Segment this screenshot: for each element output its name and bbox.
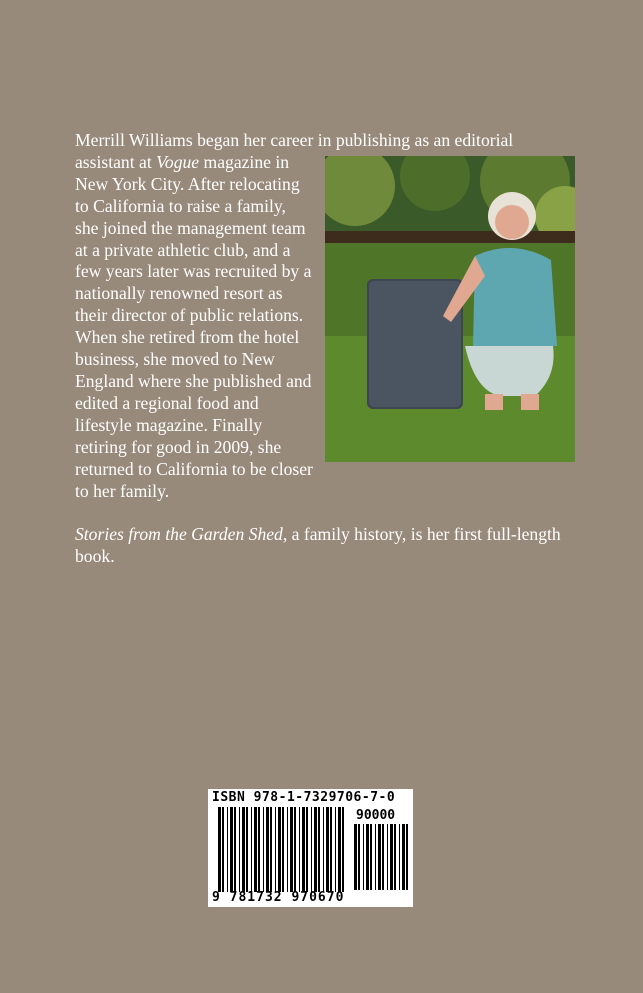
barcode-bar <box>290 807 293 892</box>
barcode-bar <box>275 807 276 892</box>
barcode-bar <box>234 807 236 892</box>
ean-digits: 9 781732 970670 <box>212 890 345 905</box>
barcode-bar <box>342 807 344 892</box>
isbn-label: ISBN 978-1-7329706-7-0 <box>212 790 396 805</box>
barcode-bar <box>287 807 288 892</box>
barcode-bar <box>299 807 300 892</box>
barcode-bar <box>306 807 308 892</box>
barcode-bar <box>387 824 388 890</box>
barcode-bar <box>270 807 272 892</box>
barcode-bar <box>378 824 381 890</box>
isbn-barcode <box>208 789 413 907</box>
ean-barcode-bars <box>218 807 346 892</box>
barcode-bar <box>278 807 281 892</box>
barcode-bar <box>370 824 372 890</box>
author-photo-image <box>325 156 575 462</box>
barcode-bar <box>314 807 317 892</box>
barcode-bar <box>218 807 221 892</box>
price-code: 90000 <box>356 808 396 823</box>
book-title: Stories from the Garden Shed, <box>75 524 288 545</box>
barcode-bar <box>366 824 369 890</box>
bio-vogue: Vogue <box>156 151 200 172</box>
bio-text-rest: magazine in New York City. After relocating to California to raise a family, she joined the management team at a private athletic club, and a few years later was recruited by a nationally renowned resort as their director of public relations. When she retired from the hotel business, she moved to New England where she published and edited a regional food and lifestyle magazine. Finally retiring for good in 2009, she returned to California to be closer to her family. <box>75 151 313 501</box>
barcode-bar <box>311 807 312 892</box>
barcode-bar <box>394 824 396 890</box>
barcode-bar <box>251 807 252 892</box>
barcode-bar <box>222 807 224 892</box>
barcode-bar <box>266 807 269 892</box>
bio-paragraph-1 <box>75 130 575 502</box>
barcode-bar <box>242 807 245 892</box>
barcode-bar <box>354 824 357 890</box>
barcode-bar <box>294 807 296 892</box>
barcode-bar <box>239 807 240 892</box>
barcode-bar <box>382 824 384 890</box>
bio-paragraph-2 <box>75 524 575 568</box>
barcode-bar <box>258 807 260 892</box>
barcode-bar <box>338 807 341 892</box>
barcode-bar <box>230 807 233 892</box>
barcode-bar <box>358 824 360 890</box>
barcode-bar <box>263 807 264 892</box>
author-bio <box>75 130 575 568</box>
bio-text-start: Merrill Williams began her career in publishing as an editorial assistant at <box>75 130 514 172</box>
barcode-bar <box>254 807 257 892</box>
barcode-bar <box>227 807 228 892</box>
price-barcode-bars <box>354 824 409 890</box>
barcode-bar <box>330 807 332 892</box>
barcode-bar <box>318 807 320 892</box>
barcode-bar <box>282 807 284 892</box>
barcode-bar <box>363 824 364 890</box>
author-photo <box>325 156 575 462</box>
barcode-bar <box>335 807 336 892</box>
barcode-bar <box>302 807 305 892</box>
barcode-bar <box>323 807 324 892</box>
bio-book-note: a family history, is her first full-length book. <box>75 524 561 567</box>
barcode-bar <box>402 824 405 890</box>
barcode-bar <box>246 807 248 892</box>
barcode-bar <box>375 824 376 890</box>
barcode-bar <box>326 807 329 892</box>
barcode-bar <box>406 824 408 890</box>
barcode-bar <box>390 824 393 890</box>
barcode-bar <box>399 824 400 890</box>
